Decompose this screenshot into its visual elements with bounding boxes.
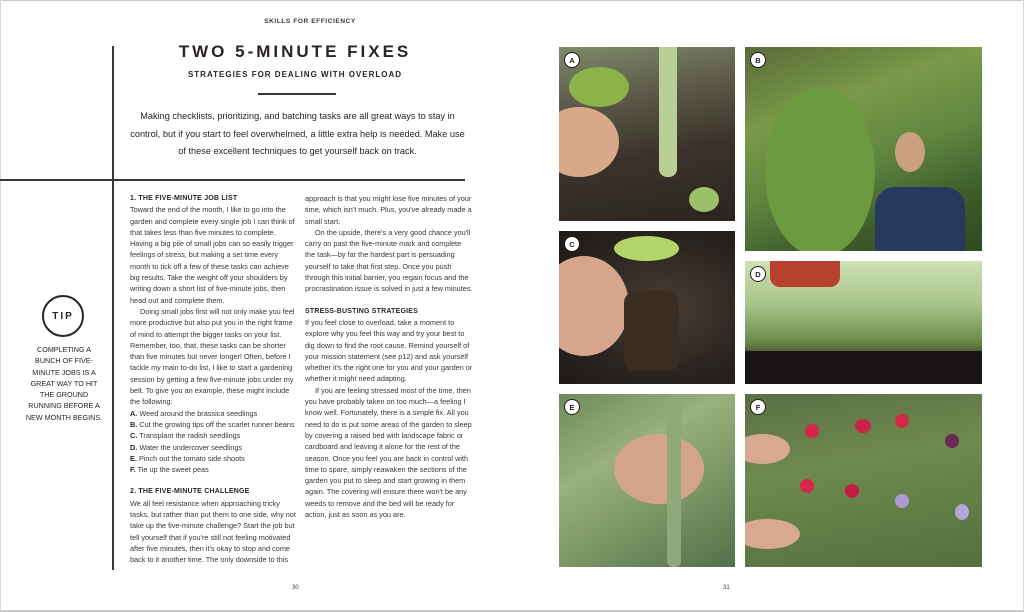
tip-text: COMPLETING A BUNCH OF FIVE-MINUTE JOBS IS A GREAT WAY TO HIT THE GROUND RUNNING BEFORE A NEW MONTH BEGINS.	[25, 345, 103, 422]
paragraph: If you feel close to overload, take a moment to explore why you feel this way and try your best to dig down to find the root cause. Remind yourself of your mission statement (see p12) and ask yourself whether it's the right one for you and your garden or whether it might need adapting.	[305, 317, 473, 384]
flower-shape	[945, 434, 959, 448]
photo-f-sweet-peas	[745, 394, 982, 567]
tomato-stem-shape	[667, 394, 681, 567]
shirt-shape	[875, 187, 965, 251]
section-heading-job-list: 1. THE FIVE-MINUTE JOB LIST	[130, 195, 238, 202]
paragraph: Doing small jobs first will not only make you feel more productive but also put you in the right frame of mind to attempt the bigger tasks on your list. Remember, too, that, these tasks can be shorter than five minutes but never longer! Often, before I tackle my main to-do list, I like to start a gardening session by getting a few five-minute jobs under my belt. To give you an example, these might include the following:	[130, 306, 295, 407]
vertical-rule	[112, 46, 114, 570]
hand-shape	[745, 519, 800, 549]
photo-c-radish-transplant	[559, 231, 735, 384]
page-number-right: 31	[723, 585, 730, 591]
running-head: SKILLS FOR EFFICIENCY	[264, 18, 356, 25]
flower-shape	[895, 414, 909, 428]
text-column-1	[130, 193, 298, 566]
section-heading-challenge: 2. THE FIVE-MINUTE CHALLENGE	[130, 488, 250, 496]
list-item: A. Weed around the brassica seedlings	[130, 408, 258, 418]
page-number-left: 30	[292, 585, 299, 591]
photo-a-weeding-brassica	[559, 47, 735, 221]
photo-b-runner-beans	[745, 47, 982, 251]
photo-badge: F	[750, 399, 766, 415]
root-plug-shape	[624, 291, 679, 371]
flower-shape	[800, 479, 814, 493]
text-column-2	[305, 193, 473, 520]
flower-shape	[895, 494, 909, 508]
hand-shape	[614, 434, 704, 504]
page-frame-top	[0, 0, 1024, 1]
tip-badge	[42, 295, 84, 337]
list-item: E. Pinch out the tomato side shoots	[130, 453, 245, 463]
hand-shape	[745, 434, 790, 464]
flower-shape	[845, 484, 859, 498]
paragraph: approach is that you might lose five minutes of your time, which isn't much. Plus, you've already made a small start.	[305, 194, 472, 226]
paragraph: We all feel resistance when approaching tricky tasks, but rather than put them to one side, why not take up the five-minute challenge? Start the job but tell yourself that if you're still not feeling motivated after five minutes, then it's okay to stop and come back to it another time. The only downside to this	[130, 498, 296, 565]
seedling-leaves-shape	[614, 236, 679, 261]
tip-label: TIP	[52, 310, 74, 322]
stem-shape	[659, 47, 677, 177]
hand-shape	[559, 107, 619, 177]
flower-shape	[955, 504, 969, 520]
list-item: B. Cut the growing tips off the scarlet runner beans	[130, 419, 295, 429]
photo-e-tomato-pinching	[559, 394, 735, 567]
bean-foliage-shape	[765, 87, 875, 251]
section-heading-stress: STRESS-BUSTING STRATEGIES	[305, 307, 418, 315]
seedling-shape	[689, 187, 719, 212]
list-item: F. Tie up the sweet peas	[130, 465, 209, 475]
page-subtitle: STRATEGIES FOR DEALING WITH OVERLOAD	[187, 70, 403, 79]
photo-badge: B	[750, 52, 766, 68]
watering-can-rose-shape	[770, 261, 840, 287]
title-divider	[258, 93, 336, 95]
list-item: C. Transplant the radish seedlings	[130, 431, 241, 441]
photo-badge: A	[564, 52, 580, 68]
flower-shape	[805, 424, 819, 438]
paragraph: If you are feeling stressed most of the time, then you have probably taken on too much—a feeling I know well. Fortunately, there is a simple fix. All you need to do is put some areas of the garden to sleep by covering a raised bed with landscape fabric or cardboard and leaving it alone for the rest of the season. Once you feel you are back in control with time to spare, simply reawaken the sections of the garden you put to sleep and start growing in them again. The covering will ensure there won't be any weeds to remove and the bed will be ready for action, just as soon as you are.	[305, 385, 472, 520]
page-frame-left	[0, 0, 1, 612]
face-shape	[895, 132, 925, 172]
flower-shape	[855, 419, 871, 433]
photo-badge: C	[564, 236, 580, 252]
photo-badge: E	[564, 399, 580, 415]
list-item: D. Water the undercover seedlings	[130, 442, 243, 452]
hand-shape	[559, 256, 629, 356]
horizontal-rule	[0, 179, 465, 181]
leaf-shape	[569, 67, 629, 107]
paragraph: Toward the end of the month, I like to go into the garden and complete every single job I can think of that takes less than five minutes to complete. Having a big pile of small jobs can so easily trigger feelings of stress, but making a set time every month to tick off a few of these tasks can achieve big results. Take the weight off your shoulders by writing down a short list of five-minute jobs, then head out and complete them.	[130, 205, 295, 305]
page-title: TWO 5-MINUTE FIXES	[178, 42, 412, 61]
photo-badge: D	[750, 266, 766, 282]
seed-tray-shape	[745, 351, 982, 384]
paragraph: On the upside, there's a very good chance you'll carry on past the five-minute mark and complete the task—by far the hardest part is persuading yourself to take that first step. Once you push through this initial barrier, you regain focus and the procrastination issue is solved in just a few minutes.	[305, 227, 473, 294]
intro-paragraph: Making checklists, prioritizing, and batching tasks are all great ways to stay in control, but if you start to feel overwhelmed, a little extra help is needed. Make use of these excellent techniques to get yourself back on track.	[130, 111, 465, 156]
photo-d-watering-seedlings	[745, 261, 982, 384]
